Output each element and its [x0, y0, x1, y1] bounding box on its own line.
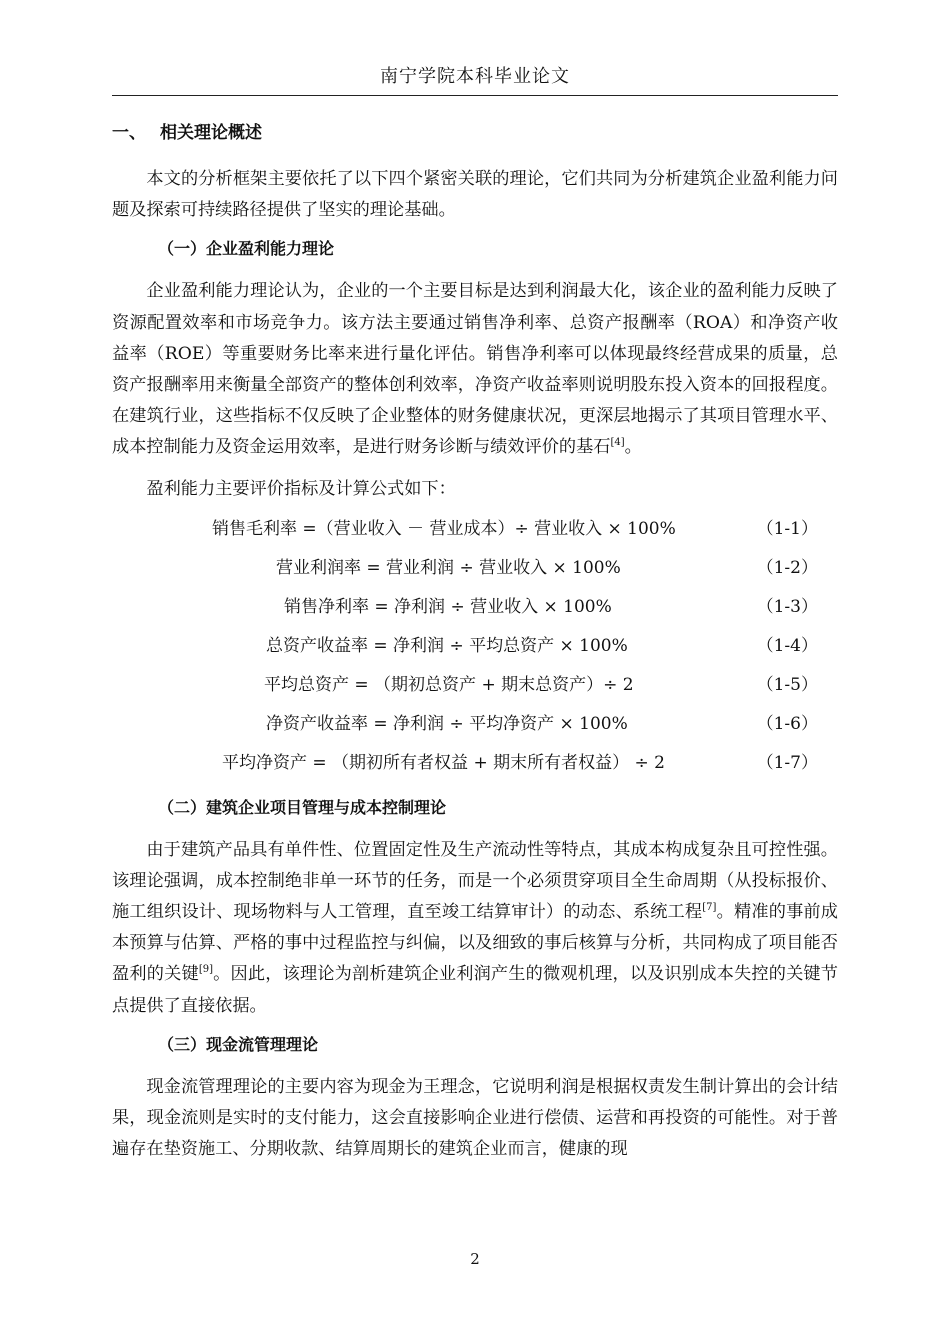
cash-flow-paragraph: 现金流管理理论的主要内容为现金为王理念，它说明利润是根据权责发生制计算出的会计结果，现金流则是实时的支付能力，这会直接影响企业进行偿债、运营和再投资的可能性。对于普遍存在垫资施工、分期收款、结算周期长的建筑企业而言，健康的现	[112, 1076, 838, 1160]
formula-text: 营业利润率 = 营业利润 ÷ 营业收入 × 100%	[276, 557, 621, 578]
formula-text: 销售毛利率 =（营业收入 － 营业成本）÷ 营业收入 × 100%	[212, 518, 676, 539]
page-body	[112, 112, 838, 1175]
subsection-heading-3: （三）现金流管理理论	[158, 1034, 319, 1054]
subsection-heading-1: （一）企业盈利能力理论	[158, 239, 335, 259]
formula-row	[112, 549, 838, 588]
formula-text: 净资产收益率 = 净利润 ÷ 平均净资产 × 100%	[266, 713, 628, 734]
section-heading	[112, 120, 838, 146]
formula-text: 平均总资产 = （期初总资产 + 期末总资产）÷ 2	[264, 674, 634, 695]
header-rule	[112, 95, 838, 96]
formula-number: （1-5）	[756, 674, 818, 695]
citation-4: [4]	[610, 437, 625, 449]
formula-row	[112, 588, 838, 627]
citation-9: [9]	[198, 964, 213, 976]
formula-row	[112, 510, 838, 549]
cost-control-paragraph	[112, 835, 838, 1022]
cost-control-text-c: 。因此，该理论为剖析建筑企业利润产生的微观机理，以及识别成本失控的关键节点提供了直接依据。	[112, 964, 838, 1016]
subsection-heading-2: （二）建筑企业项目管理与成本控制理论	[158, 797, 447, 817]
formula-row	[112, 666, 838, 705]
running-header: 南宁学院本科毕业论文	[380, 66, 570, 87]
formula-intro: 盈利能力主要评价指标及计算公式如下：	[146, 478, 456, 499]
formula-row	[112, 705, 838, 744]
formula-text: 销售净利率 = 净利润 ÷ 营业收入 × 100%	[284, 596, 612, 617]
formula-row	[112, 744, 838, 783]
cost-control-text-b: 。精准的事前成本预算与估算、严格的事中过程监控与纠偏，以及细致的事后核算与分析，共同构成了项目能否盈利的关键	[112, 902, 838, 985]
formula-text: 总资产收益率 = 净利润 ÷ 平均总资产 × 100%	[266, 635, 628, 656]
profitability-text: 企业盈利能力理论认为，企业的一个主要目标是达到利润最大化，该企业的盈利能力反映了资源配置效率和市场竞争力。该方法主要通过销售净利率、总资产报酬率（ROA）和净资产收益率（ROE）等重要财务比率来进行量化评估。销售净利率可以体现最终经营成果的质量，总资产报酬率用来衡量全部资产的整体创利效率，净资产收益率则说明股东投入资本的回报程度。在建筑行业，这些指标不仅反映了企业整体的财务健康状况，更深层地揭示了其项目管理水平、成本控制能力及资金运用效率，是进行财务诊断与绩效评价的基石	[112, 281, 838, 458]
formula-number: （1-3）	[756, 596, 818, 617]
formula-number: （1-6）	[756, 713, 818, 734]
citation-7: [7]	[702, 902, 717, 914]
formula-number: （1-1）	[756, 518, 818, 539]
formula-list	[112, 510, 838, 783]
page-number: 2	[470, 1250, 480, 1268]
formula-number: （1-4）	[756, 635, 818, 656]
formula-row	[112, 627, 838, 666]
formula-number: （1-2）	[756, 557, 818, 578]
cost-control-text-a: 由于建筑产品具有单件性、位置固定性及生产流动性等特点，其成本构成复杂且可控性强。该理论强调，成本控制绝非单一环节的任务，而是一个必须贯穿项目全生命周期（从投标报价、施工组织设计、现场物料与人工管理，直至竣工结算审计）的动态、系统工程	[112, 839, 838, 923]
section-title: 相关理论概述	[160, 123, 262, 143]
formula-text: 平均净资产 = （期初所有者权益 + 期末所有者权益） ÷ 2	[222, 752, 665, 773]
profitability-text-end: 。	[624, 437, 642, 458]
profitability-paragraph	[112, 276, 838, 463]
intro-paragraph: 本文的分析框架主要依托了以下四个紧密关联的理论，它们共同为分析建筑企业盈利能力问题及探索可持续路径提供了坚实的理论基础。	[112, 169, 838, 221]
formula-number: （1-7）	[756, 752, 818, 773]
section-number: 一、	[112, 123, 146, 143]
